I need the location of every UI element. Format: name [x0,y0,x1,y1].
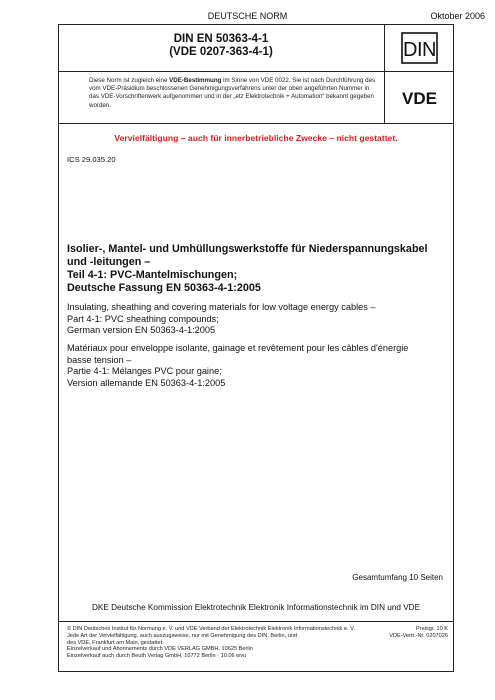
dke-line: DKE Deutsche Kommission Elektrotechnik Elektronik Informationstechnik im DIN und VDE [91,603,421,612]
title-german-line: Teil 4-1: PVC-Mantelmischungen; [67,269,238,281]
document-type-header: DEUTSCHE NORM [207,11,288,21]
publication-date: Oktober 2006 [430,11,485,21]
note-text-before: Diese Norm ist zugleich eine [89,77,170,84]
ics-code: ICS 29.035.20 [67,155,116,164]
standard-number: DIN EN 50363-4-1 [173,33,269,45]
title-english-line: Part 4-1: PVC sheathing compounds; [67,313,219,324]
title-french-line: Partie 4-1: Mélanges PVC pour gaine; [67,366,222,376]
vde-logo [385,72,454,124]
copy-warning: Vervielfältigung – auch für innerbetriebliche Zwecke – nicht gestattet. [114,133,398,143]
copyright-line: Jede Art der Vervielfältigung, auch auszugsweise, nur mit Genehmigung des DIN, Berlin, und [67,632,298,639]
copyright-line: Einzelverkauf und Abonnements durch VDE VERLAG GMBH, 10625 Berlin [67,646,253,653]
copyright-notice [67,626,372,660]
title-english [67,302,447,337]
page-count: Gesamtumfang 10 Seiten [352,573,443,582]
vde-logo-text: VDE [402,89,437,108]
standard-number-box [58,24,385,72]
title-french-line: basse tension – [67,354,132,365]
title-french-line: Matériaux pour enveloppe isolante, gainage et revêtement pour les câbles d'énergie [67,343,409,353]
title-german [67,243,447,295]
copyright-line: © DIN Deutsches Institut für Normung e. V. und VDE Verband der Elektrotechnik Elektronik Informationstechnik e. V. [67,626,355,632]
vde-note [58,72,385,124]
note-text-bold: VDE-Bestimmung [169,77,222,84]
copyright-footer [58,621,454,672]
din-logo-text: DIN [403,39,436,61]
note-text-after: im Sinne von VDE 0022. Sie ist nach Durchführung des vom VDE-Präsidium beschlossenen Genehmigungsverfahrens unter der oben angeführten Nummer in das VDE-Vorschriftenwerk aufgenommen und in der „etz Elektrotechnik + Automation“ bekannt gegeben worden. [89,77,376,109]
title-english-line: German version EN 50363-4-1:2005 [67,325,216,335]
copyright-line: Einzelverkauf auch durch Beuth Verlag GmbH, 10772 Berlin · 10.06 wvu [67,653,247,660]
title-german-line: Isolier-, Mantel- und Umhüllungswerkstoffe für Niederspannungskabel [67,243,428,255]
title-german-line: Deutsche Fassung EN 50363-4-1:2005 [67,282,261,294]
din-logo-box [385,24,454,72]
vde-number: (VDE 0207-363-4-1) [169,46,273,58]
din-logo [385,24,454,72]
order-number: VDE-Vertr.-Nr. 0207026 [389,632,448,639]
vde-logo-box [385,72,454,124]
title-german-line: und -leitungen – [67,256,151,268]
title-english-line: Insulating, sheathing and covering materials for low voltage energy cables – [67,302,376,312]
title-french [67,343,447,389]
price-info [389,626,448,640]
title-french-line: Version allemande EN 50363-4-1:2005 [67,377,226,388]
copyright-line: des VDE, Frankfurt am Main, gestattet. [67,639,164,646]
price-group: Preisgr. 10 K [415,626,448,632]
